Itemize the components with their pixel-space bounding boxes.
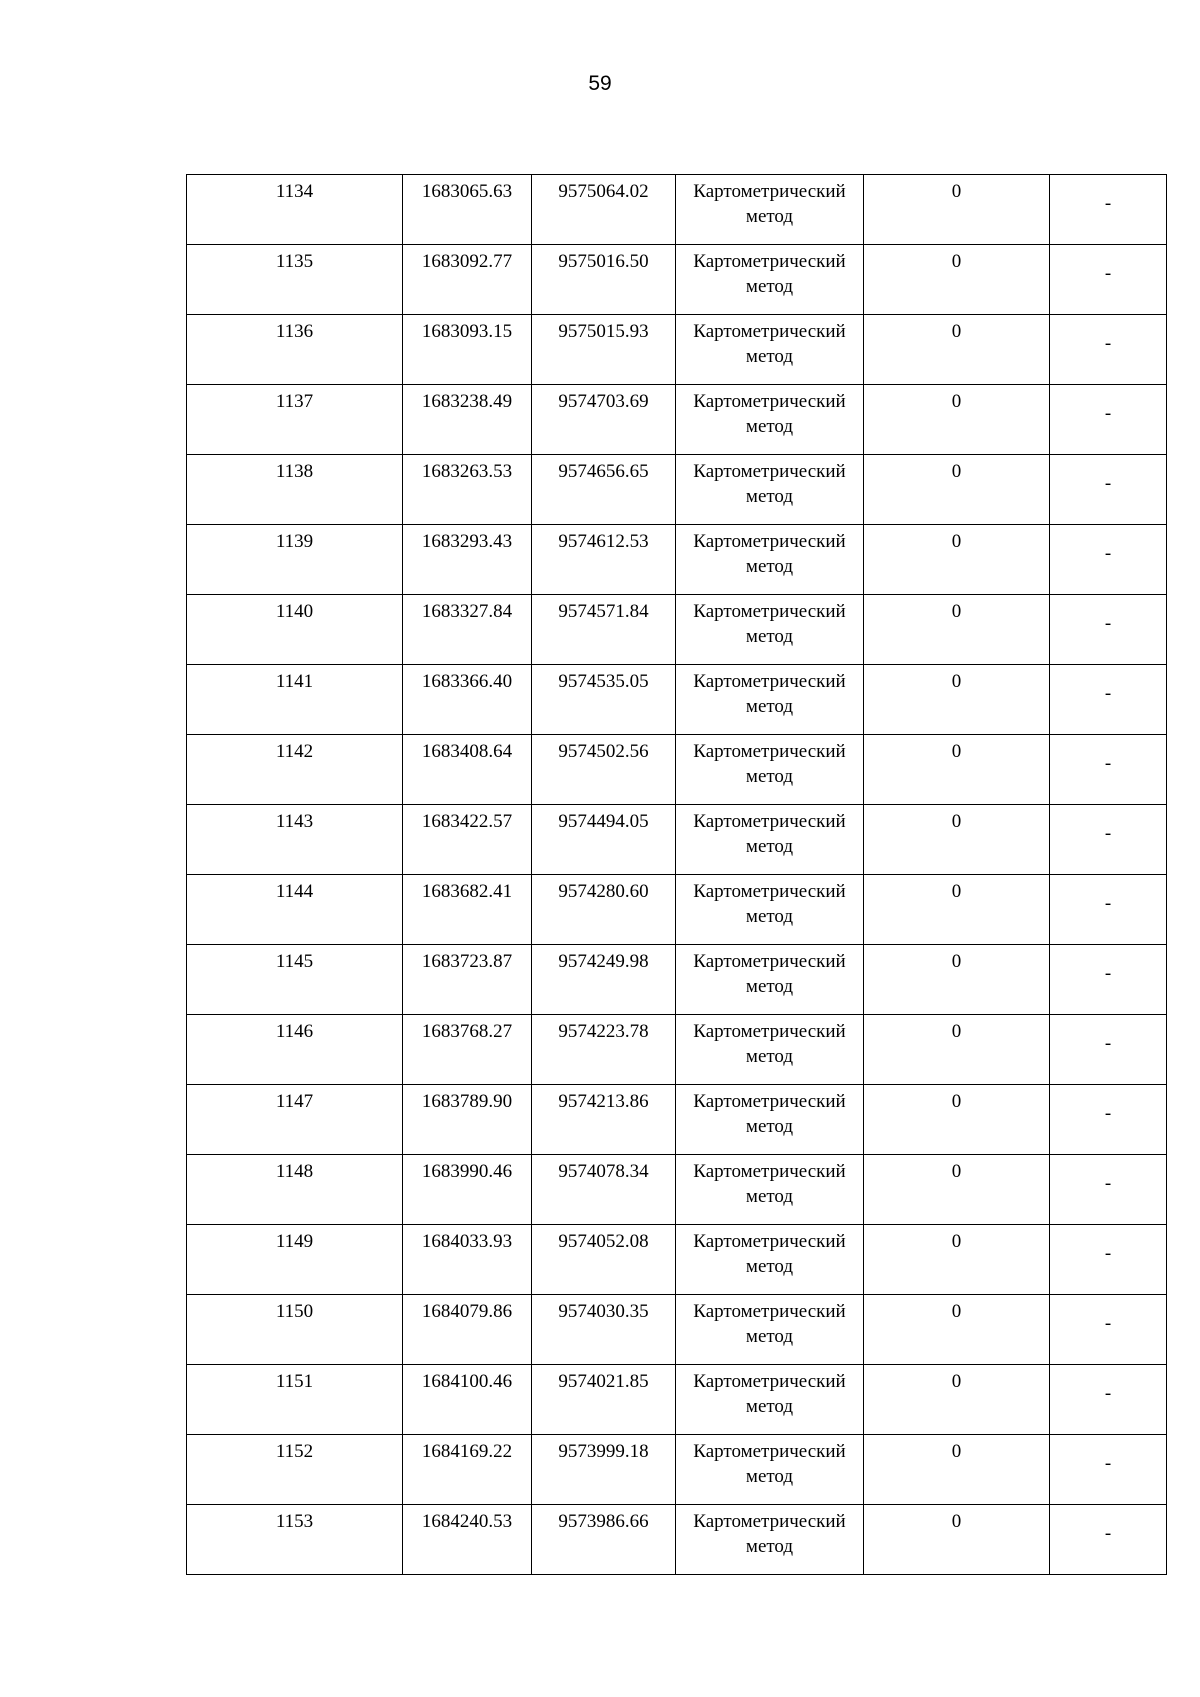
y-coordinate-cell-text: 9573999.18 xyxy=(558,1441,649,1462)
y-coordinate-cell xyxy=(532,175,676,245)
y-coordinate-cell-text: 9574052.08 xyxy=(558,1231,649,1252)
method-line-2: метод xyxy=(745,1256,794,1277)
x-coordinate-cell-text: 1683238.49 xyxy=(421,391,513,412)
point-number-cell xyxy=(187,385,403,455)
y-coordinate-cell xyxy=(532,735,676,805)
x-coordinate-cell xyxy=(403,735,532,805)
note-cell-text: - xyxy=(1104,1383,1112,1404)
error-cell-text: 0 xyxy=(951,461,962,482)
error-cell xyxy=(864,805,1050,875)
y-coordinate-cell-text: 9574612.53 xyxy=(558,531,649,552)
table-row xyxy=(187,385,1167,455)
error-cell xyxy=(864,245,1050,315)
note-cell xyxy=(1050,1225,1167,1295)
table-row xyxy=(187,1155,1167,1225)
method-line-1: Картометрический xyxy=(693,1441,846,1462)
x-coordinate-cell xyxy=(403,175,532,245)
method-line-1: Картометрический xyxy=(693,391,846,412)
note-cell-text: - xyxy=(1104,1243,1112,1264)
x-coordinate-cell xyxy=(403,245,532,315)
method-line-2: метод xyxy=(745,1396,794,1417)
method-line-2: метод xyxy=(745,906,794,927)
method-cell xyxy=(676,1295,864,1365)
y-coordinate-cell xyxy=(532,595,676,665)
point-number-cell-text: 1138 xyxy=(275,461,314,482)
y-coordinate-cell-text: 9574078.34 xyxy=(558,1161,649,1182)
error-cell xyxy=(864,175,1050,245)
x-coordinate-cell xyxy=(403,1015,532,1085)
method-cell xyxy=(676,525,864,595)
y-coordinate-cell-text: 9575064.02 xyxy=(558,181,649,202)
note-cell xyxy=(1050,805,1167,875)
point-number-cell-text: 1134 xyxy=(275,181,314,202)
point-number-cell xyxy=(187,455,403,525)
note-cell-text: - xyxy=(1104,1173,1112,1194)
x-coordinate-cell-text: 1684240.53 xyxy=(421,1511,513,1532)
note-cell-text: - xyxy=(1104,193,1112,214)
note-cell xyxy=(1050,1295,1167,1365)
error-cell xyxy=(864,1015,1050,1085)
point-number-cell xyxy=(187,1435,403,1505)
method-line-1: Картометрический xyxy=(693,181,846,202)
x-coordinate-cell xyxy=(403,525,532,595)
error-cell-text: 0 xyxy=(951,531,962,552)
error-cell-text: 0 xyxy=(951,1161,962,1182)
y-coordinate-cell-text: 9574571.84 xyxy=(558,601,649,622)
error-cell xyxy=(864,1085,1050,1155)
y-coordinate-cell-text: 9574494.05 xyxy=(558,811,649,832)
error-cell-text: 0 xyxy=(951,881,962,902)
error-cell xyxy=(864,455,1050,525)
error-cell-text: 0 xyxy=(951,1441,962,1462)
note-cell xyxy=(1050,945,1167,1015)
x-coordinate-cell xyxy=(403,315,532,385)
method-line-1: Картометрический xyxy=(693,531,846,552)
point-number-cell-text: 1148 xyxy=(275,1161,314,1182)
error-cell-text: 0 xyxy=(951,671,962,692)
y-coordinate-cell xyxy=(532,1085,676,1155)
method-cell xyxy=(676,735,864,805)
note-cell xyxy=(1050,1015,1167,1085)
point-number-cell-text: 1150 xyxy=(275,1301,314,1322)
error-cell-text: 0 xyxy=(951,391,962,412)
y-coordinate-cell-text: 9574703.69 xyxy=(558,391,649,412)
method-line-1: Картометрический xyxy=(693,601,846,622)
y-coordinate-cell xyxy=(532,945,676,1015)
y-coordinate-cell-text: 9574502.56 xyxy=(558,741,649,762)
note-cell-text: - xyxy=(1104,1313,1112,1334)
table-row xyxy=(187,245,1167,315)
note-cell xyxy=(1050,315,1167,385)
method-line-2: метод xyxy=(745,1536,794,1557)
method-cell xyxy=(676,385,864,455)
note-cell xyxy=(1050,595,1167,665)
note-cell-text: - xyxy=(1104,1033,1112,1054)
point-number-cell-text: 1151 xyxy=(275,1371,314,1392)
method-line-2: метод xyxy=(745,1116,794,1137)
note-cell-text: - xyxy=(1104,333,1112,354)
note-cell-text: - xyxy=(1104,893,1112,914)
note-cell xyxy=(1050,245,1167,315)
method-line-1: Картометрический xyxy=(693,251,846,272)
table-row xyxy=(187,1295,1167,1365)
method-cell xyxy=(676,1225,864,1295)
y-coordinate-cell-text: 9575016.50 xyxy=(558,251,649,272)
y-coordinate-cell xyxy=(532,1155,676,1225)
x-coordinate-cell xyxy=(403,1085,532,1155)
point-number-cell xyxy=(187,1155,403,1225)
error-cell xyxy=(864,315,1050,385)
note-cell xyxy=(1050,1085,1167,1155)
x-coordinate-cell xyxy=(403,595,532,665)
method-line-1: Картометрический xyxy=(693,1371,846,1392)
note-cell xyxy=(1050,525,1167,595)
note-cell xyxy=(1050,1365,1167,1435)
y-coordinate-cell xyxy=(532,1435,676,1505)
point-number-cell xyxy=(187,1015,403,1085)
method-line-1: Картометрический xyxy=(693,1021,846,1042)
x-coordinate-cell-text: 1683327.84 xyxy=(421,601,513,622)
y-coordinate-cell xyxy=(532,1365,676,1435)
x-coordinate-cell xyxy=(403,665,532,735)
note-cell xyxy=(1050,735,1167,805)
page-number: 59 xyxy=(588,72,612,95)
method-line-1: Картометрический xyxy=(693,741,846,762)
error-cell xyxy=(864,945,1050,1015)
y-coordinate-cell xyxy=(532,1295,676,1365)
note-cell-text: - xyxy=(1104,613,1112,634)
table-row xyxy=(187,1225,1167,1295)
method-cell xyxy=(676,315,864,385)
table-row xyxy=(187,665,1167,735)
point-number-cell xyxy=(187,1365,403,1435)
error-cell-text: 0 xyxy=(951,1091,962,1112)
note-cell-text: - xyxy=(1104,753,1112,774)
y-coordinate-cell-text: 9574535.05 xyxy=(558,671,649,692)
y-coordinate-cell xyxy=(532,525,676,595)
point-number-cell xyxy=(187,595,403,665)
table-row xyxy=(187,1505,1167,1575)
point-number-cell xyxy=(187,875,403,945)
note-cell-text: - xyxy=(1104,543,1112,564)
y-coordinate-cell xyxy=(532,315,676,385)
method-line-2: метод xyxy=(745,1326,794,1347)
error-cell-text: 0 xyxy=(951,1511,962,1532)
method-line-1: Картометрический xyxy=(693,881,846,902)
error-cell-text: 0 xyxy=(951,181,962,202)
y-coordinate-cell xyxy=(532,805,676,875)
x-coordinate-cell-text: 1684079.86 xyxy=(421,1301,513,1322)
error-cell xyxy=(864,875,1050,945)
y-coordinate-cell xyxy=(532,385,676,455)
x-coordinate-cell xyxy=(403,1295,532,1365)
method-line-2: метод xyxy=(745,206,794,227)
method-cell xyxy=(676,805,864,875)
note-cell xyxy=(1050,455,1167,525)
note-cell-text: - xyxy=(1104,1523,1112,1544)
point-number-cell-text: 1143 xyxy=(275,811,314,832)
x-coordinate-cell-text: 1683408.64 xyxy=(421,741,513,762)
note-cell-text: - xyxy=(1104,473,1112,494)
point-number-cell xyxy=(187,315,403,385)
x-coordinate-cell-text: 1683682.41 xyxy=(421,881,513,902)
y-coordinate-cell-text: 9574656.65 xyxy=(558,461,649,482)
note-cell-text: - xyxy=(1104,823,1112,844)
method-line-2: метод xyxy=(745,1186,794,1207)
x-coordinate-cell xyxy=(403,1155,532,1225)
note-cell-text: - xyxy=(1104,1453,1112,1474)
method-cell xyxy=(676,875,864,945)
error-cell xyxy=(864,1435,1050,1505)
point-number-cell xyxy=(187,1505,403,1575)
note-cell xyxy=(1050,1505,1167,1575)
method-cell xyxy=(676,1435,864,1505)
note-cell-text: - xyxy=(1104,1103,1112,1124)
method-line-2: метод xyxy=(745,836,794,857)
y-coordinate-cell xyxy=(532,1225,676,1295)
x-coordinate-cell xyxy=(403,945,532,1015)
method-line-1: Картометрический xyxy=(693,1231,846,1252)
point-number-cell-text: 1135 xyxy=(275,251,314,272)
method-cell xyxy=(676,245,864,315)
coordinates-table xyxy=(186,174,1167,1575)
table-row xyxy=(187,735,1167,805)
table-row xyxy=(187,525,1167,595)
note-cell-text: - xyxy=(1104,263,1112,284)
x-coordinate-cell-text: 1683723.87 xyxy=(421,951,513,972)
note-cell-text: - xyxy=(1104,963,1112,984)
point-number-cell-text: 1141 xyxy=(275,671,314,692)
table-row xyxy=(187,1435,1167,1505)
x-coordinate-cell-text: 1684169.22 xyxy=(421,1441,513,1462)
y-coordinate-cell xyxy=(532,1505,676,1575)
error-cell xyxy=(864,1505,1050,1575)
x-coordinate-cell-text: 1683263.53 xyxy=(421,461,513,482)
x-coordinate-cell-text: 1683366.40 xyxy=(421,671,513,692)
x-coordinate-cell-text: 1683065.63 xyxy=(421,181,513,202)
note-cell xyxy=(1050,385,1167,455)
point-number-cell-text: 1145 xyxy=(275,951,314,972)
error-cell xyxy=(864,1155,1050,1225)
y-coordinate-cell xyxy=(532,875,676,945)
point-number-cell-text: 1137 xyxy=(275,391,314,412)
point-number-cell-text: 1142 xyxy=(275,741,314,762)
error-cell xyxy=(864,385,1050,455)
error-cell-text: 0 xyxy=(951,811,962,832)
method-line-2: метод xyxy=(745,1466,794,1487)
y-coordinate-cell-text: 9573986.66 xyxy=(558,1511,649,1532)
table-row xyxy=(187,315,1167,385)
method-line-1: Картометрический xyxy=(693,951,846,972)
coordinates-table-body xyxy=(187,175,1167,1575)
method-line-2: метод xyxy=(745,346,794,367)
x-coordinate-cell-text: 1683092.77 xyxy=(421,251,513,272)
error-cell xyxy=(864,1225,1050,1295)
method-line-2: метод xyxy=(745,416,794,437)
method-line-2: метод xyxy=(745,766,794,787)
x-coordinate-cell-text: 1684033.93 xyxy=(421,1231,513,1252)
y-coordinate-cell-text: 9574223.78 xyxy=(558,1021,649,1042)
y-coordinate-cell-text: 9574249.98 xyxy=(558,951,649,972)
error-cell xyxy=(864,595,1050,665)
y-coordinate-cell-text: 9574021.85 xyxy=(558,1371,649,1392)
x-coordinate-cell xyxy=(403,1365,532,1435)
note-cell xyxy=(1050,175,1167,245)
table-row xyxy=(187,1365,1167,1435)
point-number-cell xyxy=(187,1225,403,1295)
y-coordinate-cell xyxy=(532,455,676,525)
error-cell xyxy=(864,735,1050,805)
point-number-cell-text: 1136 xyxy=(275,321,314,342)
error-cell xyxy=(864,1365,1050,1435)
error-cell xyxy=(864,1295,1050,1365)
note-cell-text: - xyxy=(1104,683,1112,704)
y-coordinate-cell-text: 9574280.60 xyxy=(558,881,649,902)
error-cell xyxy=(864,665,1050,735)
point-number-cell-text: 1146 xyxy=(275,1021,314,1042)
method-line-1: Картометрический xyxy=(693,1301,846,1322)
error-cell-text: 0 xyxy=(951,1021,962,1042)
x-coordinate-cell xyxy=(403,805,532,875)
table-row xyxy=(187,455,1167,525)
error-cell-text: 0 xyxy=(951,741,962,762)
method-cell xyxy=(676,1365,864,1435)
point-number-cell-text: 1139 xyxy=(275,531,314,552)
x-coordinate-cell xyxy=(403,455,532,525)
y-coordinate-cell xyxy=(532,1015,676,1085)
point-number-cell xyxy=(187,665,403,735)
method-cell xyxy=(676,1085,864,1155)
point-number-cell-text: 1140 xyxy=(275,601,314,622)
method-cell xyxy=(676,665,864,735)
method-cell xyxy=(676,1155,864,1225)
y-coordinate-cell xyxy=(532,245,676,315)
method-cell xyxy=(676,1505,864,1575)
point-number-cell xyxy=(187,945,403,1015)
method-line-2: метод xyxy=(745,556,794,577)
x-coordinate-cell-text: 1683422.57 xyxy=(421,811,513,832)
method-line-1: Картометрический xyxy=(693,321,846,342)
point-number-cell xyxy=(187,245,403,315)
note-cell-text: - xyxy=(1104,403,1112,424)
point-number-cell xyxy=(187,805,403,875)
error-cell xyxy=(864,525,1050,595)
x-coordinate-cell xyxy=(403,385,532,455)
method-cell xyxy=(676,175,864,245)
y-coordinate-cell-text: 9574213.86 xyxy=(558,1091,649,1112)
method-line-1: Картометрический xyxy=(693,1511,846,1532)
x-coordinate-cell-text: 1683768.27 xyxy=(421,1021,513,1042)
method-line-2: метод xyxy=(745,976,794,997)
note-cell xyxy=(1050,1435,1167,1505)
method-cell xyxy=(676,945,864,1015)
point-number-cell xyxy=(187,175,403,245)
point-number-cell-text: 1153 xyxy=(275,1511,314,1532)
note-cell xyxy=(1050,665,1167,735)
method-line-1: Картометрический xyxy=(693,1091,846,1112)
method-cell xyxy=(676,455,864,525)
x-coordinate-cell xyxy=(403,1505,532,1575)
method-line-2: метод xyxy=(745,486,794,507)
point-number-cell-text: 1152 xyxy=(275,1441,314,1462)
error-cell-text: 0 xyxy=(951,1371,962,1392)
table-row xyxy=(187,1085,1167,1155)
error-cell-text: 0 xyxy=(951,251,962,272)
method-cell xyxy=(676,595,864,665)
x-coordinate-cell xyxy=(403,1435,532,1505)
point-number-cell xyxy=(187,525,403,595)
method-line-1: Картометрический xyxy=(693,671,846,692)
x-coordinate-cell-text: 1683093.15 xyxy=(421,321,513,342)
x-coordinate-cell-text: 1683789.90 xyxy=(421,1091,513,1112)
error-cell-text: 0 xyxy=(951,601,962,622)
method-line-2: метод xyxy=(745,626,794,647)
point-number-cell-text: 1144 xyxy=(275,881,314,902)
table-row xyxy=(187,805,1167,875)
y-coordinate-cell-text: 9574030.35 xyxy=(558,1301,649,1322)
method-line-1: Картометрический xyxy=(693,1161,846,1182)
table-row xyxy=(187,875,1167,945)
method-line-1: Картометрический xyxy=(693,811,846,832)
method-cell xyxy=(676,1015,864,1085)
point-number-cell xyxy=(187,735,403,805)
x-coordinate-cell xyxy=(403,1225,532,1295)
point-number-cell-text: 1147 xyxy=(275,1091,314,1112)
table-row xyxy=(187,175,1167,245)
x-coordinate-cell-text: 1683293.43 xyxy=(421,531,513,552)
method-line-2: метод xyxy=(745,1046,794,1067)
point-number-cell xyxy=(187,1295,403,1365)
x-coordinate-cell-text: 1683990.46 xyxy=(421,1161,513,1182)
error-cell-text: 0 xyxy=(951,1301,962,1322)
table-row xyxy=(187,1015,1167,1085)
method-line-2: метод xyxy=(745,276,794,297)
y-coordinate-cell-text: 9575015.93 xyxy=(558,321,649,342)
x-coordinate-cell-text: 1684100.46 xyxy=(421,1371,513,1392)
point-number-cell xyxy=(187,1085,403,1155)
method-line-2: метод xyxy=(745,696,794,717)
y-coordinate-cell xyxy=(532,665,676,735)
note-cell xyxy=(1050,875,1167,945)
error-cell-text: 0 xyxy=(951,1231,962,1252)
error-cell-text: 0 xyxy=(951,321,962,342)
table-row xyxy=(187,595,1167,665)
x-coordinate-cell xyxy=(403,875,532,945)
method-line-1: Картометрический xyxy=(693,461,846,482)
error-cell-text: 0 xyxy=(951,951,962,972)
table-row xyxy=(187,945,1167,1015)
point-number-cell-text: 1149 xyxy=(275,1231,314,1252)
note-cell xyxy=(1050,1155,1167,1225)
